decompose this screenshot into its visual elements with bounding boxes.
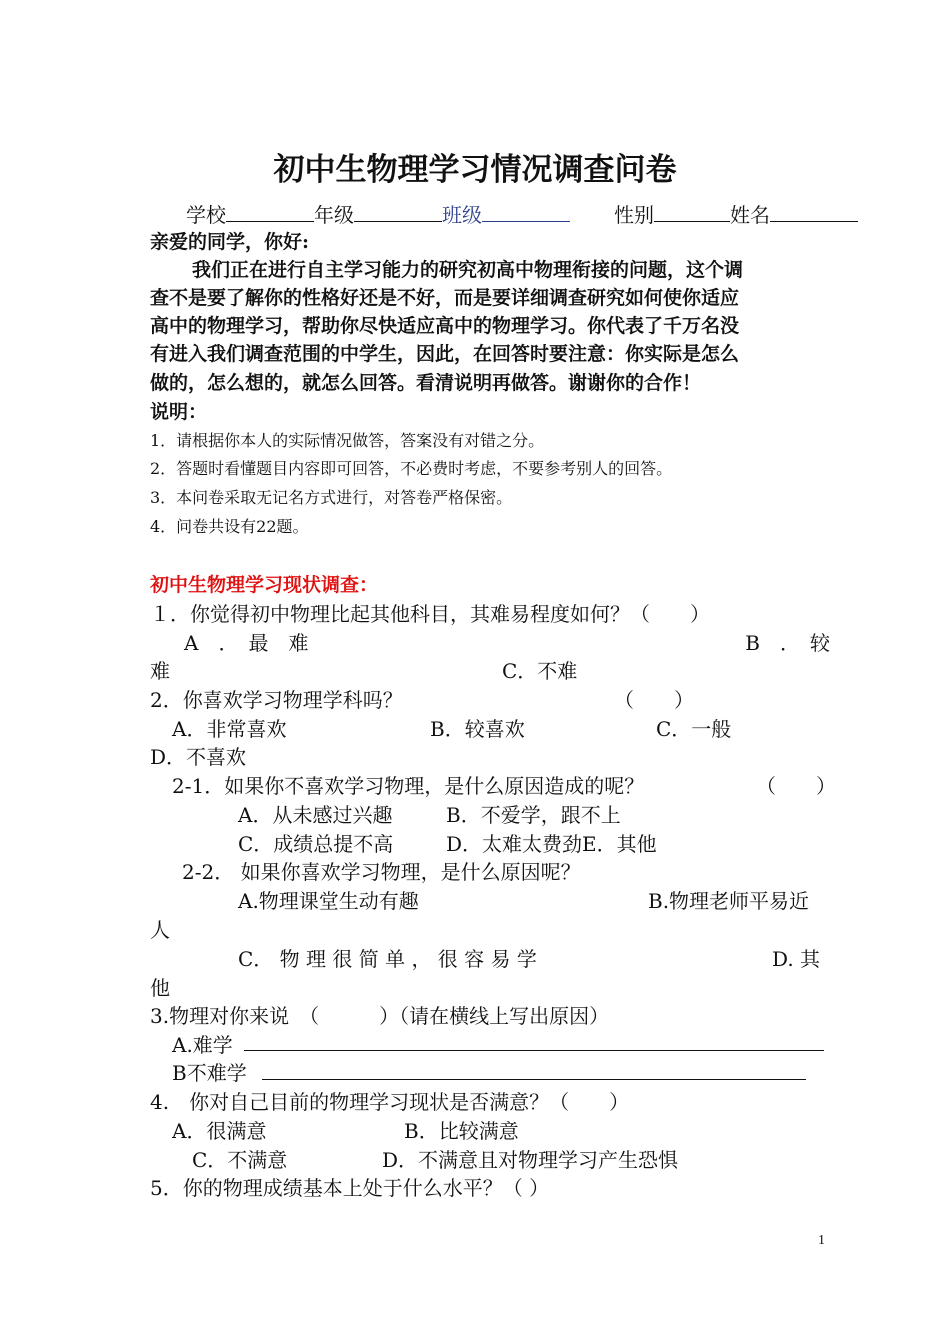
greeting: 亲爱的同学，你好: xyxy=(150,231,310,253)
question-2: 2．你喜欢学习物理学科吗？ xyxy=(150,688,403,712)
q4-option-d[interactable]: D．不满意且对物理学习产生恐惧 xyxy=(382,1148,679,1172)
page-title: 初中生物理学习情况调查问卷 xyxy=(273,152,677,188)
q3-option-a-answer-line[interactable] xyxy=(244,1050,824,1051)
class-label: 班级 xyxy=(442,203,482,227)
q2-option-a[interactable]: A．非常喜欢 xyxy=(172,717,287,741)
intro-line: 做的，怎么想的，就怎么回答。看清说明再做答。谢谢你的合作！ xyxy=(150,372,702,394)
q2-2-option-c[interactable]: C． 物 理 很 简 单 ， 很 容 易 学 xyxy=(238,947,537,971)
page-number: 1 xyxy=(818,1233,825,1248)
q1-option-a[interactable]: A ． 最 难 xyxy=(184,631,309,655)
note-item: 4．问卷共设有22题。 xyxy=(150,517,309,536)
intro-line: 查不是要了解你的性格好还是不好，而是要详细调查研究如何使你适应 xyxy=(150,287,740,309)
name-field[interactable] xyxy=(770,201,858,222)
q1-option-b-cont: 难 xyxy=(150,659,170,683)
q2-2-option-d-cont: 他 xyxy=(150,976,170,1000)
question-2-1: 2-1．如果你不喜欢学习物理，是什么原因造成的呢？ xyxy=(172,774,645,798)
q4-option-b[interactable]: B．比较满意 xyxy=(404,1119,519,1143)
question-2-2: 2-2． 如果你喜欢学习物理，是什么原因呢？ xyxy=(182,860,581,884)
question-3: 3.物理对你来说 （ ）（请在横线上写出原因） xyxy=(150,1004,610,1028)
q2-2-option-d[interactable]: D. 其 xyxy=(772,947,821,971)
q2-1-option-a[interactable]: A．从未感过兴趣 xyxy=(238,803,393,827)
note-item: 1．请根据你本人的实际情况做答，答案没有对错之分。 xyxy=(150,431,545,450)
gender-field[interactable] xyxy=(654,201,730,222)
q2-2-option-b-cont: 人 xyxy=(150,918,170,942)
school-field[interactable] xyxy=(226,201,314,222)
q2-option-d[interactable]: D．不喜欢 xyxy=(150,745,247,769)
question-4: 4. 你对自己目前的物理学习现状是否满意？（ ） xyxy=(150,1090,630,1114)
q2-answer-paren[interactable]: （ ） xyxy=(614,688,694,712)
q2-1-option-b[interactable]: B．不爱学，跟不上 xyxy=(446,803,621,827)
question-1: １．你觉得初中物理比起其他科目，其难易程度如何？（ ） xyxy=(150,602,710,626)
note-item: 3．本问卷采取无记名方式进行，对答卷严格保密。 xyxy=(150,488,513,507)
school-label: 学校 xyxy=(186,203,226,227)
intro-line: 我们正在进行自主学习能力的研究初高中物理衔接的问题，这个调 xyxy=(192,259,744,281)
q2-option-c[interactable]: C．一般 xyxy=(656,717,732,741)
q2-1-option-de[interactable]: D．太难太费劲E．其他 xyxy=(446,832,657,856)
q2-2-option-a[interactable]: A.物理课堂生动有趣 xyxy=(238,889,419,913)
q3-option-b[interactable]: B不难学 xyxy=(172,1061,247,1085)
intro-line: 高中的物理学习，帮助你尽快适应高中的物理学习。你代表了千万名没 xyxy=(150,315,740,337)
q2-1-option-c[interactable]: C．成绩总提不高 xyxy=(238,832,394,856)
grade-field[interactable] xyxy=(354,201,442,222)
section-heading: 初中生物理学习现状调查： xyxy=(150,574,379,596)
note-item: 2．答题时看懂题目内容即可回答，不必费时考虑，不要参考别人的回答。 xyxy=(150,459,673,478)
q4-option-a[interactable]: A．很满意 xyxy=(172,1119,267,1143)
q3-option-b-answer-line[interactable] xyxy=(262,1079,806,1080)
name-label: 姓名 xyxy=(730,203,770,227)
q1-option-c[interactable]: C．不难 xyxy=(502,659,578,683)
q2-option-b[interactable]: B．较喜欢 xyxy=(430,717,525,741)
gender-label: 性别 xyxy=(614,203,654,227)
question-5: 5．你的物理成绩基本上处于什么水平？（ ） xyxy=(150,1176,550,1200)
q1-option-b[interactable]: B ． 较 xyxy=(745,631,830,655)
grade-label: 年级 xyxy=(314,203,354,227)
q2-2-option-b[interactable]: B.物理老师平易近 xyxy=(648,889,810,913)
class-field[interactable] xyxy=(482,201,570,222)
q2-1-answer-paren[interactable]: （ ） xyxy=(756,774,836,798)
info-line xyxy=(186,201,858,228)
intro-line: 有进入我们调查范围的中学生，因此，在回答时要注意：你实际是怎么 xyxy=(150,343,740,365)
notes-heading: 说明： xyxy=(150,401,208,423)
q3-option-a[interactable]: A.难学 xyxy=(172,1033,233,1057)
q4-option-c[interactable]: C．不满意 xyxy=(192,1148,288,1172)
